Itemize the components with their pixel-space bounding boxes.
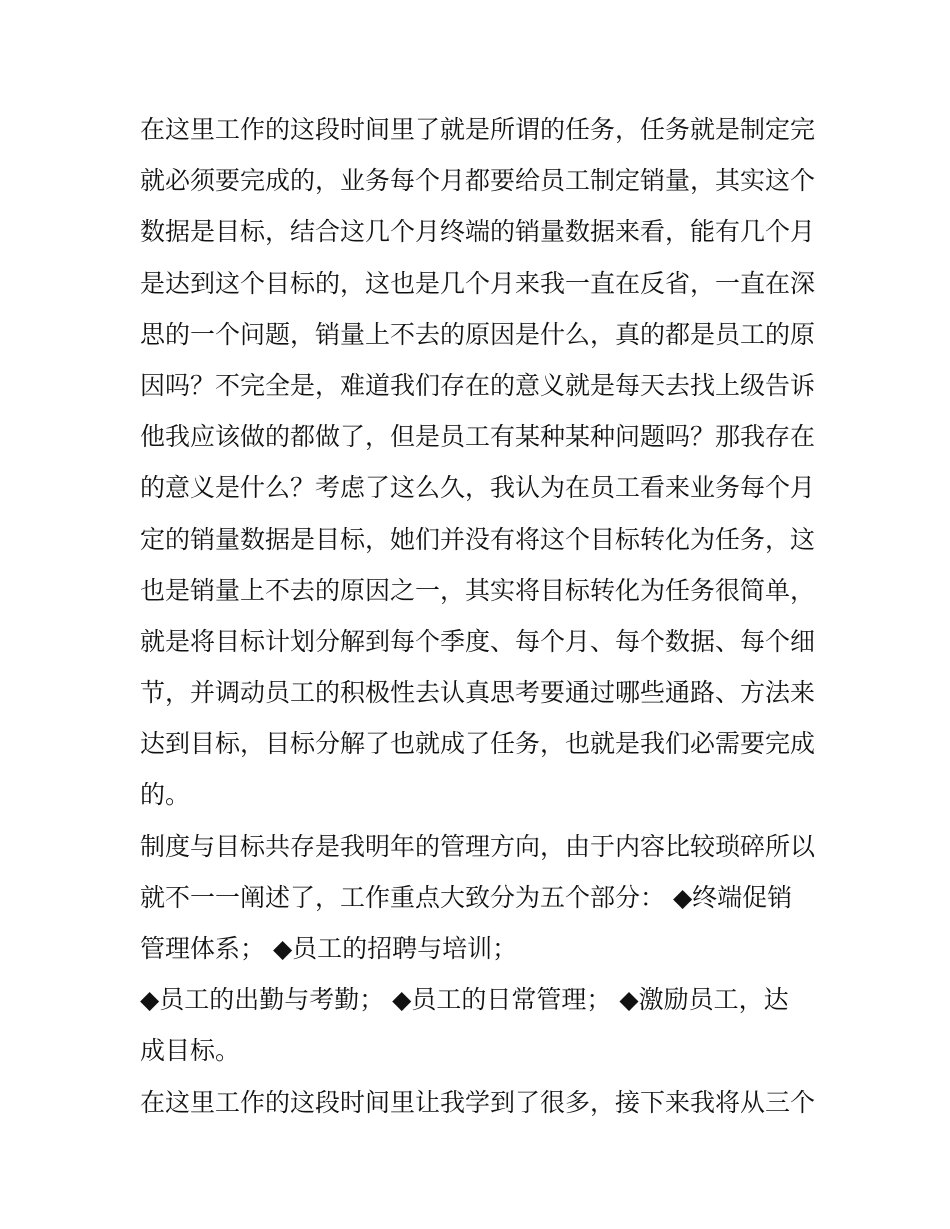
- text-line: ◆员工的出勤与考勤； ◆员工的日常管理； ◆激励员工，达: [140, 985, 789, 1015]
- text-line: 达到目标，目标分解了也就成了任务，也就是我们必需要完成: [140, 729, 816, 759]
- text-line: 就不一一阐述了，工作重点大致分为五个部分： ◆终端促销: [140, 882, 793, 912]
- text-line: 管理体系； ◆员工的招聘与培训；: [140, 934, 518, 963]
- text-line: 在这里工作的这段时间里让我学到了很多，接下来我将从三个: [140, 1087, 816, 1117]
- text-line: 就必须要完成的，业务每个月都要给员工制定销量，其实这个: [140, 166, 816, 196]
- text-line: 就是将目标计划分解到每个季度、每个月、每个数据、每个细: [140, 626, 816, 656]
- text-line: 节，并调动员工的积极性去认真思考要通过哪些通路、方法来: [140, 678, 816, 708]
- text-line: 定的销量数据是目标，她们并没有将这个目标转化为任务，这: [140, 524, 816, 554]
- text-line: 在这里工作的这段时间里了就是所谓的任务，任务就是制定完: [140, 115, 816, 144]
- text-line: 也是销量上不去的原因之一，其实将目标转化为任务很简单，: [140, 575, 816, 605]
- text-line: 的意义是什么？考虑了这么久，我认为在员工看来业务每个月: [140, 473, 816, 503]
- text-line: 的。: [140, 780, 191, 810]
- text-line: 数据是目标，结合这几个月终端的销量数据来看，能有几个月: [140, 217, 816, 247]
- text-line: 制度与目标共存是我明年的管理方向，由于内容比较琐碎所以: [140, 831, 816, 861]
- text-line: 他我应该做的都做了，但是员工有某种某种问题吗？那我存在: [140, 422, 816, 452]
- text-line: 因吗？不完全是，难道我们存在的意义就是每天去找上级告诉: [140, 370, 816, 400]
- text-line: 是达到这个目标的，这也是几个月来我一直在反省，一直在深: [140, 268, 816, 298]
- text-line: 思的一个问题，销量上不去的原因是什么，真的都是员工的原: [140, 319, 816, 349]
- text-line: 成目标。: [140, 1036, 241, 1066]
- document-body: [140, 104, 815, 1128]
